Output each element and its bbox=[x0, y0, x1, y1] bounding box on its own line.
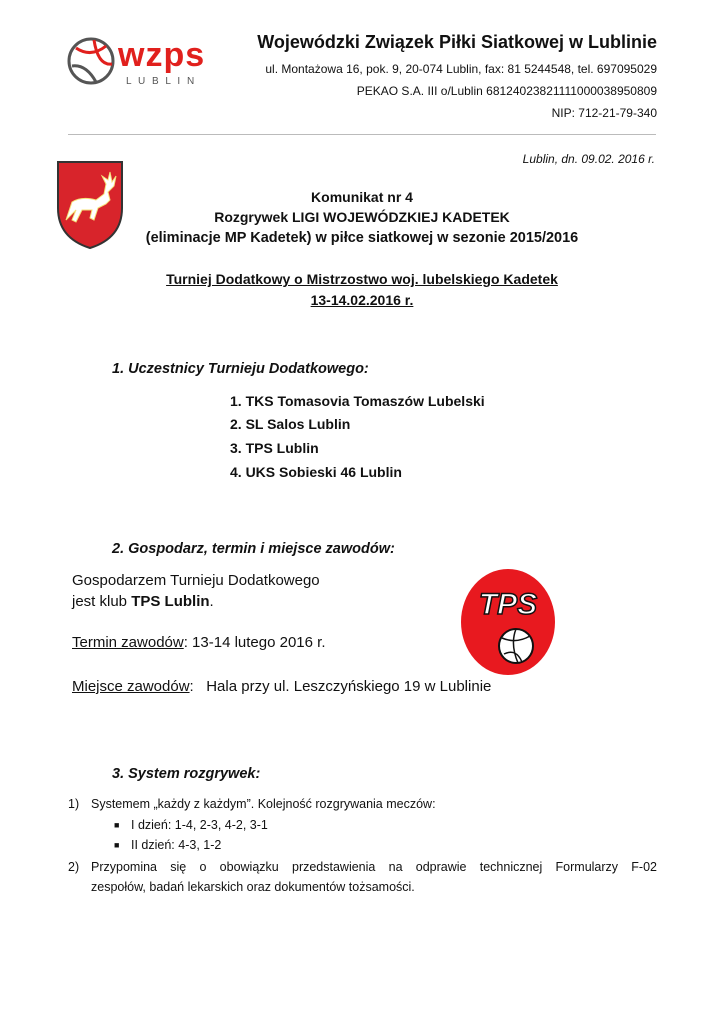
tps-club-logo bbox=[460, 568, 556, 676]
tournament-dates: 13-14.02.2016 r. bbox=[310, 292, 414, 308]
rule-1-number: 1) bbox=[68, 797, 80, 811]
host-club: TPS Lublin bbox=[131, 593, 210, 610]
term-value: : 13-14 lutego 2016 r. bbox=[183, 634, 326, 651]
logo-subtext: L U B L I N bbox=[126, 76, 197, 87]
logo-wordmark: wzps bbox=[118, 36, 206, 74]
participant-item: 4. UKS Sobieski 46 Lublin bbox=[230, 464, 402, 480]
section-1-heading: 1. Uczestnicy Turnieju Dodatkowego: bbox=[112, 361, 369, 377]
wzps-logo bbox=[66, 36, 244, 88]
volleyball-icon bbox=[69, 39, 113, 83]
rule-1-text: Systemem „każdy z każdym”. Kolejność rozgrywania meczów: bbox=[91, 797, 436, 811]
rule-2-text-continued: zespołów, badań lekarskich oraz dokumentów tożsamości. bbox=[91, 880, 415, 894]
event-term bbox=[72, 634, 326, 651]
square-bullet-icon: ■ bbox=[114, 820, 120, 830]
schedule-day-1: I dzień: 1-4, 2-3, 4-2, 3-1 bbox=[131, 818, 268, 832]
address-line-1: ul. Montażowa 16, pok. 9, 20-074 Lublin, fax: 81 5244548, tel. 697095029 bbox=[265, 62, 657, 76]
address-line-3: NIP: 712-21-79-340 bbox=[551, 106, 657, 120]
section-2-heading: 2. Gospodarz, termin i miejsce zawodów: bbox=[112, 541, 395, 557]
host-line-2 bbox=[72, 593, 214, 610]
communique-number: Komunikat nr 4 bbox=[311, 189, 413, 205]
host-suffix: . bbox=[209, 593, 214, 610]
participant-item: 3. TPS Lublin bbox=[230, 440, 319, 456]
document-date: Lublin, dn. 09.02. 2016 r. bbox=[522, 152, 655, 166]
term-label: Termin zawodów bbox=[72, 634, 184, 651]
volleyball-icon bbox=[499, 629, 533, 663]
tournament-title: Turniej Dodatkowy o Mistrzostwo woj. lubelskiego Kadetek bbox=[166, 271, 558, 287]
rule-2-number: 2) bbox=[68, 860, 80, 874]
square-bullet-icon: ■ bbox=[114, 840, 120, 850]
header-divider bbox=[68, 134, 656, 135]
place-value: : Hala przy ul. Leszczyńskiego 19 w Lublinie bbox=[189, 678, 492, 695]
tps-logo-text: TPS bbox=[478, 588, 538, 621]
participant-item: 2. SL Salos Lublin bbox=[230, 416, 351, 432]
season-title: (eliminacje MP Kadetek) w piłce siatkowej w sezonie 2015/2016 bbox=[145, 230, 579, 246]
participant-item: 1. TKS Tomasovia Tomaszów Lubelski bbox=[230, 393, 485, 409]
rule-2-text: Przypomina się o obowiązku przedstawienia na odprawie technicznej Formularzy F-02 bbox=[91, 860, 657, 874]
host-prefix: jest klub bbox=[72, 593, 132, 610]
address-line-2: PEKAO S.A. III o/Lublin 68124023821111000038950809 bbox=[356, 84, 657, 98]
host-line-1: Gospodarzem Turnieju Dodatkowego bbox=[72, 572, 320, 589]
event-place bbox=[72, 678, 491, 695]
schedule-day-2: II dzień: 4-3, 1-2 bbox=[131, 838, 222, 852]
organization-name: Wojewódzki Związek Piłki Siatkowej w Lublinie bbox=[257, 32, 657, 52]
section-3-heading: 3. System rozgrywek: bbox=[112, 766, 261, 782]
lublin-crest-icon bbox=[52, 158, 128, 250]
league-title: Rozgrywek LIGI WOJEWÓDZKIEJ KADETEK bbox=[214, 209, 510, 225]
place-label: Miejsce zawodów bbox=[72, 678, 190, 695]
